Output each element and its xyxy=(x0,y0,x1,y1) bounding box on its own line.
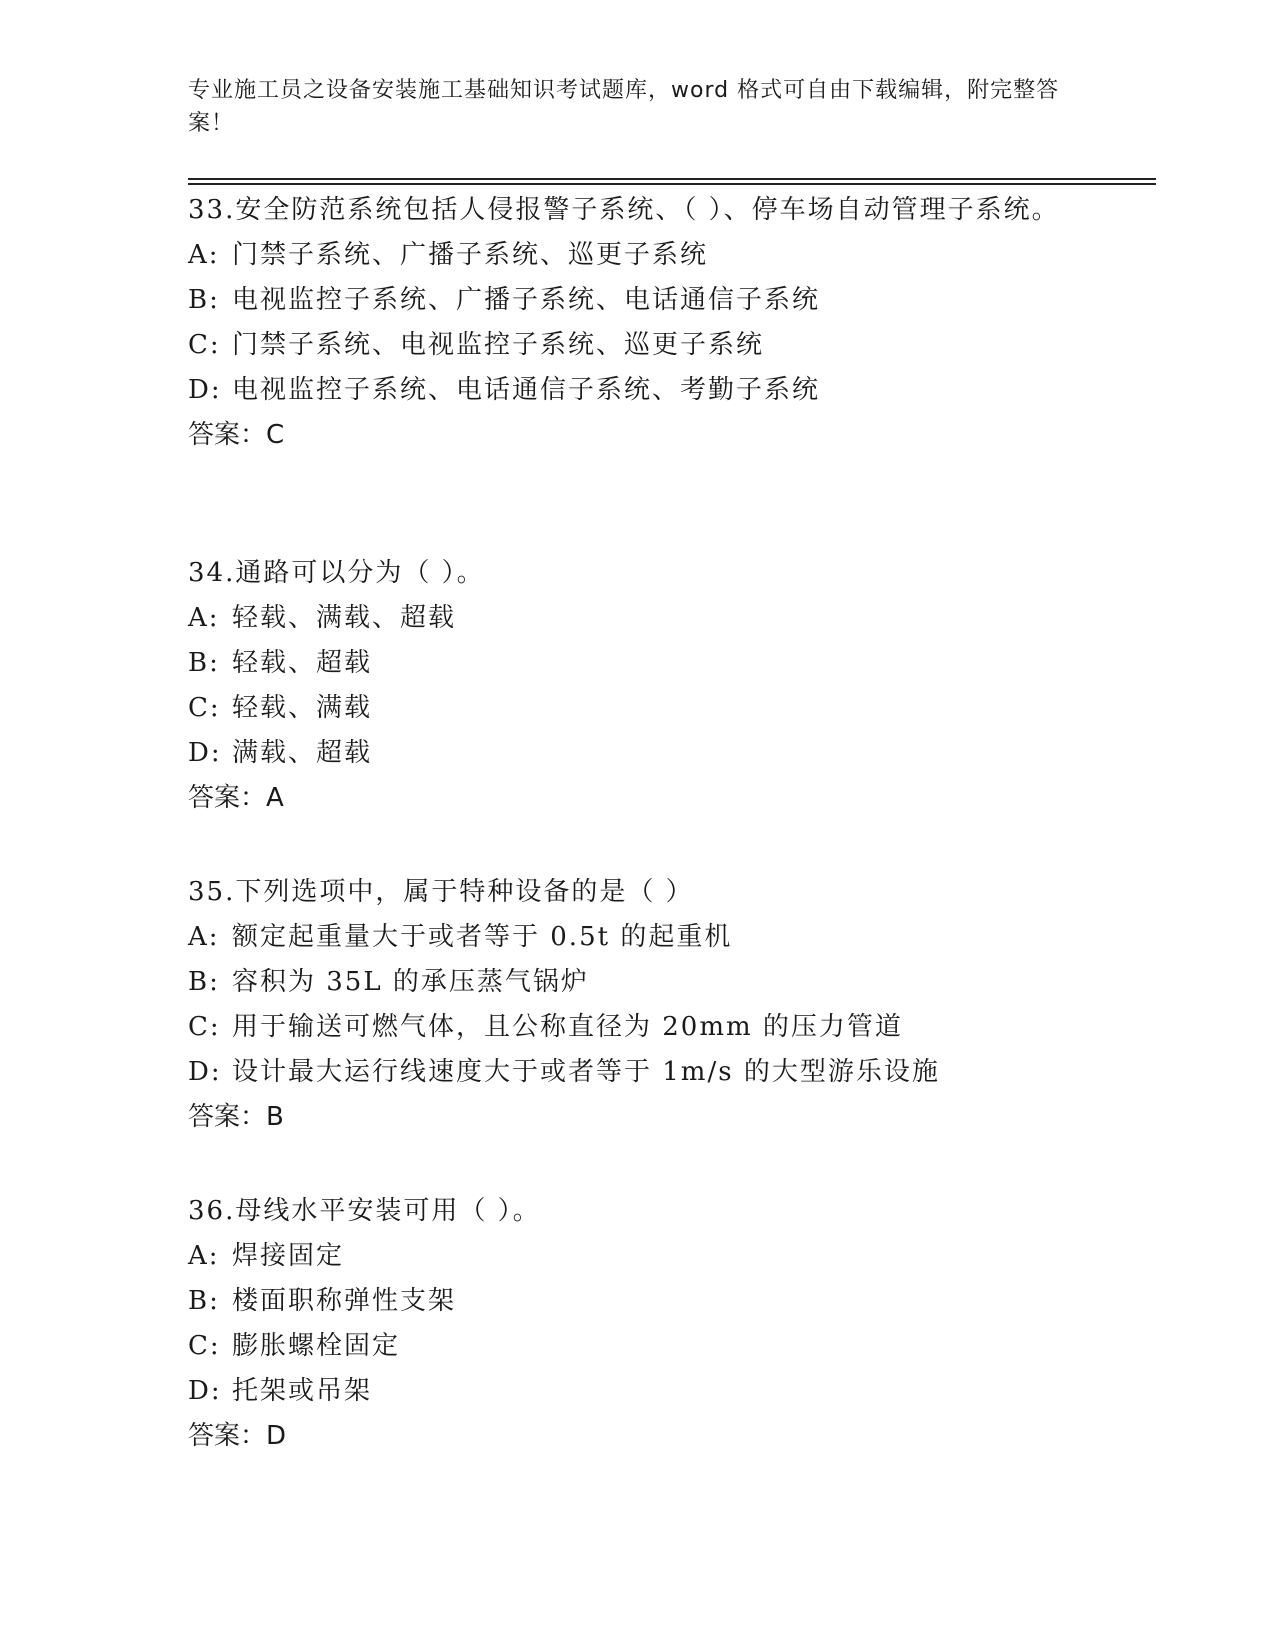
option-d xyxy=(188,731,1088,776)
option-c xyxy=(188,686,1088,731)
option-text: 满载、超载 xyxy=(232,738,373,768)
question-33 xyxy=(188,188,1088,458)
option-c xyxy=(188,1324,1088,1369)
option-c xyxy=(188,323,1088,368)
option-key: B: xyxy=(188,1286,220,1316)
option-text: 焊接固定 xyxy=(232,1241,345,1271)
answer: 答案：D xyxy=(188,1421,287,1451)
option-key: C: xyxy=(188,1331,221,1361)
option-b xyxy=(188,278,1088,323)
option-key: D: xyxy=(188,1057,222,1087)
option-text: 轻载、满载 xyxy=(232,693,373,723)
option-key: C: xyxy=(188,693,221,723)
question-36 xyxy=(188,1189,1088,1459)
answer: 答案：B xyxy=(188,1102,284,1132)
option-c xyxy=(188,1005,1088,1050)
question-35 xyxy=(188,870,1088,1140)
option-a xyxy=(188,915,1088,960)
answer: 答案：C xyxy=(188,420,285,450)
option-key: A: xyxy=(188,922,220,952)
option-key: D: xyxy=(188,738,222,768)
header-divider-bottom xyxy=(188,183,1156,185)
option-text: 轻载、满载、超载 xyxy=(232,603,457,633)
question-stem: 33.安全防范系统包括人侵报警子系统、（ ）、停车场自动管理子系统。 xyxy=(188,195,1060,225)
question-34 xyxy=(188,551,1088,821)
option-key: C: xyxy=(188,330,221,360)
option-text: 膨胀螺栓固定 xyxy=(232,1331,401,1361)
option-b xyxy=(188,1279,1088,1324)
option-text: 用于输送可燃气体，且公称直径为 20mm 的压力管道 xyxy=(232,1012,903,1042)
question-stem: 34.通路可以分为（ ）。 xyxy=(188,558,485,588)
option-key: C: xyxy=(188,1012,221,1042)
header-divider-top xyxy=(188,178,1156,180)
option-d xyxy=(188,1050,1088,1095)
option-text: 设计最大运行线速度大于或者等于 1m/s 的大型游乐设施 xyxy=(232,1057,940,1087)
option-d xyxy=(188,1369,1088,1414)
option-text: 容积为 35L 的承压蒸气锅炉 xyxy=(232,967,589,997)
option-key: A: xyxy=(188,240,220,270)
question-stem: 35.下列选项中，属于特种设备的是（ ） xyxy=(188,877,694,907)
option-key: B: xyxy=(188,285,220,315)
option-a xyxy=(188,1234,1088,1279)
answer: 答案：A xyxy=(188,783,284,813)
option-b xyxy=(188,960,1088,1005)
option-key: B: xyxy=(188,648,220,678)
option-text: 电视监控子系统、广播子系统、电话通信子系统 xyxy=(232,285,821,315)
option-d xyxy=(188,368,1088,413)
option-text: 电视监控子系统、电话通信子系统、考勤子系统 xyxy=(232,375,821,405)
option-text: 轻载、超载 xyxy=(232,648,373,678)
option-key: A: xyxy=(188,603,220,633)
option-key: D: xyxy=(188,375,222,405)
option-text: 门禁子系统、电视监控子系统、巡更子系统 xyxy=(232,330,765,360)
document-header: 专业施工员之设备安装施工基础知识考试题库，word 格式可自由下载编辑，附完整答案！ xyxy=(188,78,1060,136)
option-b xyxy=(188,641,1088,686)
option-text: 门禁子系统、广播子系统、巡更子系统 xyxy=(232,240,709,270)
option-key: A: xyxy=(188,1241,220,1271)
option-key: D: xyxy=(188,1376,222,1406)
option-text: 托架或吊架 xyxy=(232,1376,373,1406)
option-key: B: xyxy=(188,967,220,997)
question-stem: 36.母线水平安装可用（ ）。 xyxy=(188,1196,541,1226)
option-text: 额定起重量大于或者等于 0.5t 的起重机 xyxy=(232,922,733,952)
option-a xyxy=(188,233,1088,278)
option-a xyxy=(188,596,1088,641)
option-text: 楼面职称弹性支架 xyxy=(232,1286,457,1316)
